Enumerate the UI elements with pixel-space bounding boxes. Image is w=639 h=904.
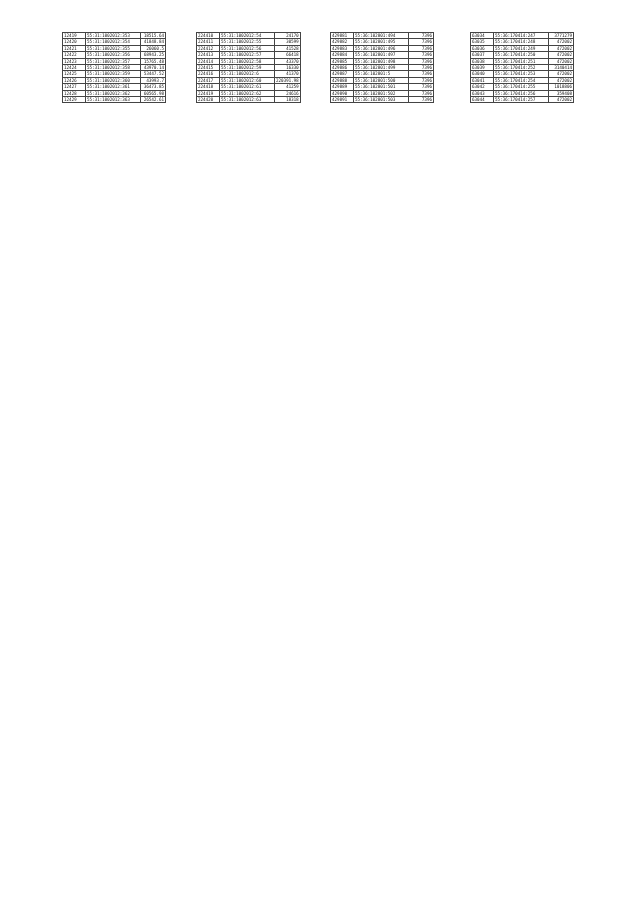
value-cell: 30599 — [275, 39, 301, 45]
id-cell: 63037 — [471, 52, 494, 58]
cadastral-number-cell: 55:31:1002012:62 — [220, 90, 275, 96]
value-cell: 7396 — [409, 71, 434, 77]
cadastral-number-cell: 55:36:170414:254 — [494, 77, 549, 83]
value-cell: 24170 — [275, 33, 301, 39]
table-row — [63, 97, 166, 103]
cadastral-number-cell: 55:31:1002012:56 — [220, 45, 275, 51]
table-4 — [470, 32, 574, 103]
cadastral-number-cell: 55:36:102801:498 — [354, 58, 409, 64]
value-cell: 18515.64 — [141, 33, 166, 39]
id-cell: 429886 — [331, 65, 354, 71]
value-cell: 43370 — [275, 58, 301, 64]
cadastral-number-cell: 55:31:1002012:61 — [220, 84, 275, 90]
id-cell: 63044 — [471, 97, 494, 103]
value-cell: 1018806 — [549, 84, 574, 90]
id-cell: 224410 — [197, 33, 220, 39]
cadastral-number-cell: 55:31:1002012:358 — [86, 65, 141, 71]
cadastral-number-cell: 55:36:102801:500 — [354, 77, 409, 83]
value-cell: 472002 — [549, 58, 574, 64]
table-row — [197, 77, 301, 83]
cadastral-number-cell: 55:36:102801:496 — [354, 45, 409, 51]
id-cell: 12421 — [63, 45, 86, 51]
id-cell: 12422 — [63, 52, 86, 58]
id-cell: 63043 — [471, 90, 494, 96]
value-cell: 26060.5 — [141, 45, 166, 51]
id-cell: 12428 — [63, 90, 86, 96]
value-cell: 220391.98 — [276, 77, 299, 83]
cadastral-number-cell: 55:31:1002012:57 — [220, 52, 275, 58]
cadastral-number-cell: 55:31:1002012:58 — [220, 58, 275, 64]
value-cell: 36473.85 — [141, 84, 166, 90]
value-cell: 60565.98 — [141, 90, 166, 96]
value-cell: 3140414 — [549, 65, 574, 71]
table-3 — [330, 32, 434, 103]
cadastral-number-cell: 55:36:102801:499 — [354, 65, 409, 71]
value-cell: 66418 — [275, 52, 301, 58]
cadastral-number-cell: 55:31:1002012:361 — [86, 84, 141, 90]
cadastral-number-cell: 55:31:1002012:360 — [86, 77, 141, 83]
id-cell: 12420 — [63, 39, 86, 45]
table-row — [197, 97, 301, 103]
cadastral-number-cell: 55:31:1002012:362 — [86, 90, 141, 96]
cadastral-number-cell: 55:31:1002012:355 — [86, 45, 141, 51]
value-cell: 41370 — [275, 71, 301, 77]
cadastral-number-cell: 55:31:1002012:363 — [86, 97, 141, 103]
id-cell: 429885 — [331, 58, 354, 64]
cadastral-number-cell: 55:36:102801:495 — [354, 39, 409, 45]
cadastral-number-cell: 55:31:1002012:353 — [86, 33, 141, 39]
id-cell: 224420 — [197, 97, 220, 103]
value-cell: 41848.84 — [141, 39, 166, 45]
id-cell: 12427 — [63, 84, 86, 90]
cadastral-number-cell: 55:36:170414:250 — [494, 52, 549, 58]
cadastral-number-cell: 55:31:1002012:55 — [220, 39, 275, 45]
cadastral-number-cell: 55:36:170414:252 — [494, 65, 549, 71]
id-cell: 63035 — [471, 39, 494, 45]
value-cell: 3771279 — [549, 33, 574, 39]
cadastral-number-cell: 55:31:1002012:356 — [86, 52, 141, 58]
cadastral-number-cell: 55:36:170414:249 — [494, 45, 549, 51]
id-cell: 12424 — [63, 65, 86, 71]
id-cell: 12423 — [63, 58, 86, 64]
cadastral-number-cell: 55:36:170414:255 — [494, 84, 549, 90]
table-row — [331, 97, 434, 103]
cadastral-number-cell: 55:36:102801:502 — [354, 90, 409, 96]
id-cell: 429882 — [331, 39, 354, 45]
id-cell: 224415 — [197, 65, 220, 71]
id-cell: 429889 — [331, 84, 354, 90]
value-cell: 7396 — [409, 39, 434, 45]
cadastral-number-cell: 55:31:1002012:6 — [220, 71, 275, 77]
id-cell: 63036 — [471, 45, 494, 51]
cadastral-number-cell: 55:36:170414:256 — [494, 90, 549, 96]
id-cell: 12429 — [63, 97, 86, 103]
id-cell: 224417 — [197, 77, 220, 83]
table-2 — [196, 32, 301, 103]
cadastral-number-cell: 55:36:102801:5 — [354, 71, 409, 77]
value-cell: 7396 — [409, 65, 434, 71]
value-cell: 7396 — [409, 84, 434, 90]
id-cell: 12419 — [63, 33, 86, 39]
value-cell: 472002 — [549, 52, 574, 58]
id-cell: 429890 — [331, 90, 354, 96]
table-row — [471, 97, 574, 103]
cadastral-number-cell: 55:36:170414:247 — [494, 33, 549, 39]
cadastral-number-cell: 55:36:170414:253 — [494, 71, 549, 77]
value-cell: 7396 — [409, 77, 434, 83]
value-cell: 24616 — [275, 90, 301, 96]
value-cell: 41259 — [275, 84, 301, 90]
value-cell: 15765.48 — [141, 58, 166, 64]
value-cell: 26542.61 — [141, 97, 166, 103]
id-cell: 429883 — [331, 45, 354, 51]
id-cell: 224413 — [197, 52, 220, 58]
cadastral-number-cell: 55:36:170414:251 — [494, 58, 549, 64]
cadastral-number-cell: 55:36:170414:257 — [494, 97, 549, 103]
value-cell: 53447.52 — [141, 71, 166, 77]
value-cell: 7396 — [409, 58, 434, 64]
value-cell: 472002 — [549, 39, 574, 45]
value-cell: 7396 — [409, 52, 434, 58]
cadastral-number-cell: 55:36:102801:497 — [354, 52, 409, 58]
id-cell: 429888 — [331, 77, 354, 83]
table-1 — [62, 32, 166, 103]
cadastral-number-cell: 55:31:1002012:359 — [86, 71, 141, 77]
value-cell: 7396 — [409, 97, 434, 103]
cadastral-number-cell: 55:36:170414:248 — [494, 39, 549, 45]
id-cell: 224416 — [197, 71, 220, 77]
value-cell: 7396 — [409, 33, 434, 39]
value-cell: 472002 — [549, 77, 574, 83]
cadastral-number-cell: 55:31:1002012:59 — [220, 65, 275, 71]
id-cell: 63034 — [471, 33, 494, 39]
id-cell: 63040 — [471, 71, 494, 77]
value-cell: 16330 — [275, 65, 301, 71]
id-cell: 224411 — [197, 39, 220, 45]
value-cell: 359408 — [549, 90, 574, 96]
value-cell: 7396 — [409, 45, 434, 51]
cadastral-number-cell: 55:31:1002012:63 — [220, 97, 275, 103]
id-cell: 63042 — [471, 84, 494, 90]
cadastral-number-cell: 55:31:1002012:354 — [86, 39, 141, 45]
value-cell: 43970.14 — [141, 65, 166, 71]
value-cell: 472002 — [549, 97, 574, 103]
value-cell: 43993.7 — [141, 77, 166, 83]
id-cell: 63038 — [471, 58, 494, 64]
value-cell: 7396 — [409, 90, 434, 96]
cadastral-number-cell: 55:31:1002012:357 — [86, 58, 141, 64]
value-cell: 41528 — [275, 45, 301, 51]
cadastral-number-cell: 55:36:102801:494 — [354, 33, 409, 39]
value-cell: 68943.25 — [141, 52, 166, 58]
id-cell: 12426 — [63, 77, 86, 83]
id-cell: 12425 — [63, 71, 86, 77]
id-cell: 224414 — [197, 58, 220, 64]
id-cell: 63041 — [471, 77, 494, 83]
cadastral-number-cell: 55:31:1002012:54 — [220, 33, 275, 39]
id-cell: 224418 — [197, 84, 220, 90]
id-cell: 224419 — [197, 90, 220, 96]
cadastral-number-cell: 55:36:102801:503 — [354, 97, 409, 103]
value-cell: 18318 — [275, 97, 301, 103]
cadastral-number-cell: 55:31:1002012:60 — [220, 77, 275, 83]
id-cell: 63039 — [471, 65, 494, 71]
id-cell: 429891 — [331, 97, 354, 103]
id-cell: 429881 — [331, 33, 354, 39]
value-cell: 472002 — [549, 71, 574, 77]
id-cell: 224412 — [197, 45, 220, 51]
id-cell: 429884 — [331, 52, 354, 58]
id-cell: 429887 — [331, 71, 354, 77]
cadastral-number-cell: 55:36:102801:501 — [354, 84, 409, 90]
value-cell: 472002 — [549, 45, 574, 51]
